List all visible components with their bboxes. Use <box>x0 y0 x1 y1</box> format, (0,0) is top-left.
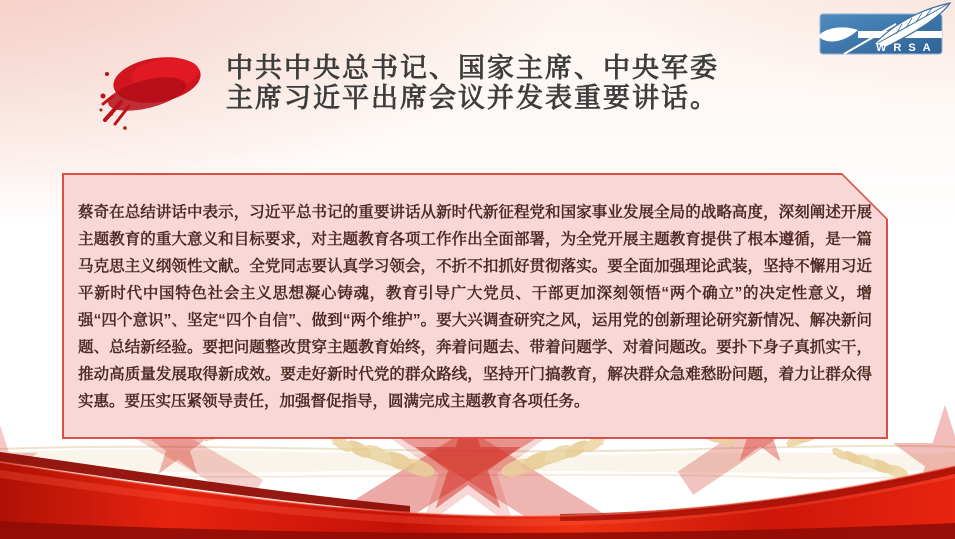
content-box <box>62 173 888 439</box>
wrsa-logo <box>812 2 954 62</box>
title-line-1: 中共中央总书记、国家主席、中央军委 <box>226 53 719 83</box>
title-line-2: 主席习近平出席会议并发表重要讲话。 <box>226 82 719 113</box>
body-paragraph: 蔡奇在总结讲话中表示，习近平总书记的重要讲话从新时代新征程党和国家事业发展全局的战略高度，深刻阐述开展主题教育的重大意义和目标要求，对主题教育各项工作作出全面部署，为全党开展主题教育提供了根本遵循，是一篇马克思主义纲领性文献。全党同志要认真学习领会，不折不扣抓好贯彻落实。要全面加强理论武装，坚持不懈用习近平新时代中国特色社会主义思想凝心铸魂，教育引导广大党员、干部更加深刻领悟“两个确立”的决定性意义，增强“四个意识”、坚定“四个自信”、做到“两个维护”。要大兴调查研究之风，运用党的创新理论研究新情况、解决新问题、总结新经验。要把问题整改贯穿主题教育始终，奔着问题去、带着问题学、对着问题改。要扑下身子真抓实干，推动高质量发展取得新成效。要走好新时代党的群众路线，坚持开门搞教育，解决群众急难愁盼问题，着力让群众得实惠。要压实压紧领导责任，加强督促指导，圆满完成主题教育各项任务。 <box>78 204 872 410</box>
brush-splash-icon <box>95 44 210 134</box>
logo-text: WRSA <box>876 42 938 54</box>
slide-title <box>226 54 719 113</box>
